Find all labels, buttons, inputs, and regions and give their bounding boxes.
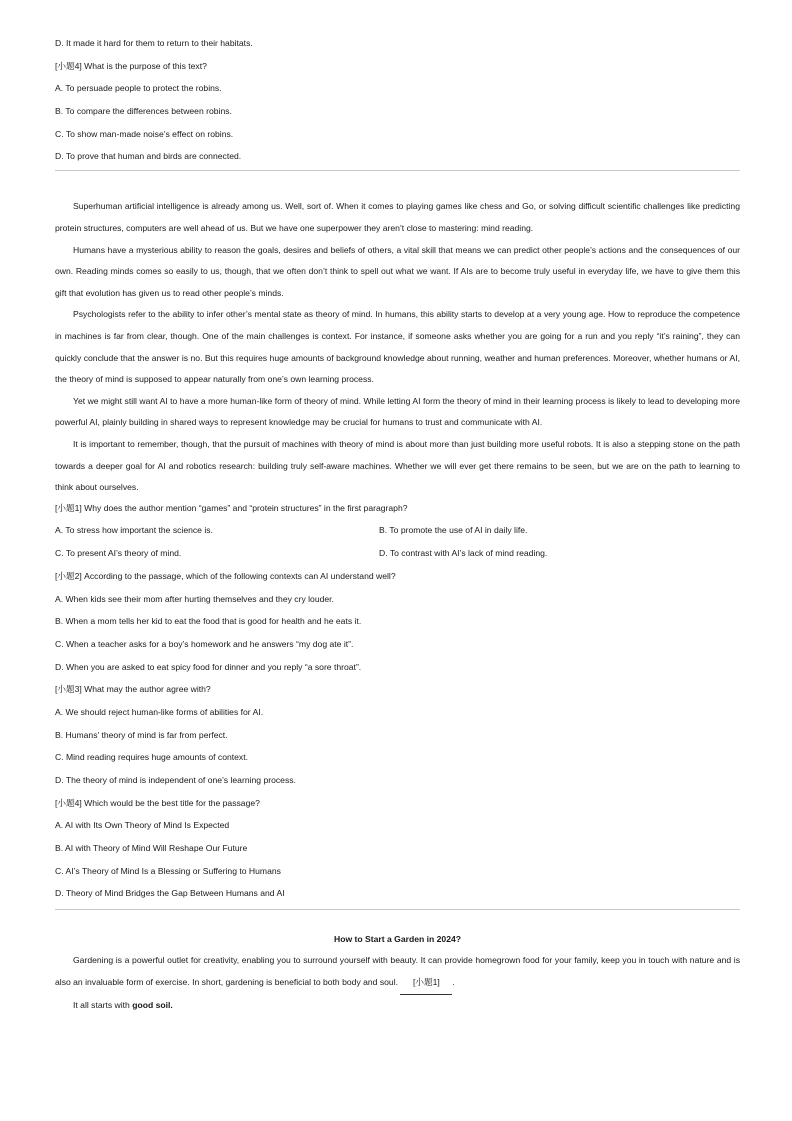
answer-blank[interactable]: [小题1] xyxy=(400,972,452,995)
document-page xyxy=(55,38,740,1016)
option-c: C. When a teacher asks for a boy’s homework and he answers “my dog ate it”. xyxy=(55,638,354,649)
question-stem: [小题4] What is the purpose of this text? xyxy=(55,60,207,71)
passage-paragraph: Gardening is a powerful outlet for creativity, enabling you to surround yourself with beauty. It can provide homegrown food for your family, keep you in touch with nature and is also an invaluable form of exercise. In short, gardening is beneficial to both body and soul. [小题1] . xyxy=(55,950,740,994)
option-b: B. When a mom tells her kid to eat the food that is good for health and he eats it. xyxy=(55,616,362,627)
option-b: B. To promote the use of AI in daily life. xyxy=(379,525,528,536)
option-a: A. To stress how important the science is. xyxy=(55,525,213,536)
option-a: A. To persuade people to protect the robins. xyxy=(55,83,222,94)
passage-paragraph: Humans have a mysterious ability to reason the goals, desires and beliefs of others, a vital skill that means we can predict other people’s actions and the consequences of our own. Reading minds comes so easily to us, though, that we often don’t think to spell out what we want. If AIs are to become truly useful in everyday life, we have to give them this gift that evolution has given us to read other people’s minds. xyxy=(55,244,740,298)
passage-paragraph: It all starts with good soil. xyxy=(73,999,173,1010)
option-d: D. Theory of Mind Bridges the Gap Between Humans and AI xyxy=(55,888,285,899)
question-stem: [小题4] Which would be the best title for the passage? xyxy=(55,797,260,808)
option-b: B. Humans’ theory of mind is far from perfect. xyxy=(55,729,228,740)
passage-paragraph: It is important to remember, though, that the pursuit of machines with theory of mind is about more than just building more useful robots. It is also a stepping stone on the path towards a deeper goal for AI and robotics research: building truly self-aware machines. Whether we will ever get there remains to be seen, but we are on the path to learning to think about ourselves. xyxy=(55,438,740,493)
option-a: A. When kids see their mom after hurting themselves and they cry louder. xyxy=(55,593,334,604)
passage-title: How to Start a Garden in 2024? xyxy=(333,934,462,945)
option-a: A. We should reject human-like forms of abilities for AI. xyxy=(55,706,264,717)
option-c: C. AI’s Theory of Mind Is a Blessing or Suffering to Humans xyxy=(55,865,281,876)
option-d: D. To prove that human and birds are connected. xyxy=(55,151,242,162)
option-row xyxy=(55,548,740,559)
option-d: D. To contrast with AI’s lack of mind reading. xyxy=(379,548,548,559)
option-b: B. AI with Theory of Mind Will Reshape Our Future xyxy=(55,843,248,854)
passage-paragraph: Yet we might still want AI to have a more human-like form of theory of mind. While letting AI form the theory of mind in their learning process is likely to lead to developing more powerful AI, plainly building in shared ways to represent knowledge may be crucial for humans to trust and communicate with AI. xyxy=(55,395,740,428)
question-stem: [小题2] According to the passage, which of the following contexts can AI understand well? xyxy=(55,570,396,581)
option-a: A. AI with Its Own Theory of Mind Is Expected xyxy=(55,820,230,831)
section-divider xyxy=(55,170,740,171)
option-d: D. When you are asked to eat spicy food for dinner and you reply “a sore throat”. xyxy=(55,661,362,672)
option-row xyxy=(55,525,740,536)
option-c: C. Mind reading requires huge amounts of context. xyxy=(55,752,248,763)
option-d: D. The theory of mind is independent of one’s learning process. xyxy=(55,775,296,785)
passage-paragraph: Psychologists refer to the ability to infer other’s mental state as theory of mind. In humans, this ability starts to develop at a very young age. How to reproduce the competence in machines is far from clear, though. One of the main challenges is context. For instance, if someone asks whether you are going for a run and you reply “it’s raining”, they can quickly conclude that the answer is no. But this requires huge amounts of background knowledge about running, weather and human preferences. Moreover, whether humans or AI, the theory of mind is supposed to appear naturally from one’s own learning process. xyxy=(55,309,740,385)
option-b: B. To compare the differences between robins. xyxy=(55,106,232,117)
option-c: C. To show man-made noise’s effect on robins. xyxy=(55,128,234,139)
option-d: D. It made it hard for them to return to their habitats. xyxy=(55,38,253,48)
section-divider xyxy=(55,909,740,910)
question-stem: [小题1] Why does the author mention “games” and “protein structures” in the first paragraph? xyxy=(55,502,408,513)
passage-paragraph: Superhuman artificial intelligence is already among us. Well, sort of. When it comes to playing games like chess and Go, or solving difficult scientific challenges like predicting protein structures, computers are well ahead of us. But we have one superpower they aren’t close to mastering: mind reading. xyxy=(55,201,740,234)
question-stem: [小题3] What may the author agree with? xyxy=(55,684,211,695)
option-c: C. To present AI’s theory of mind. xyxy=(55,548,182,559)
